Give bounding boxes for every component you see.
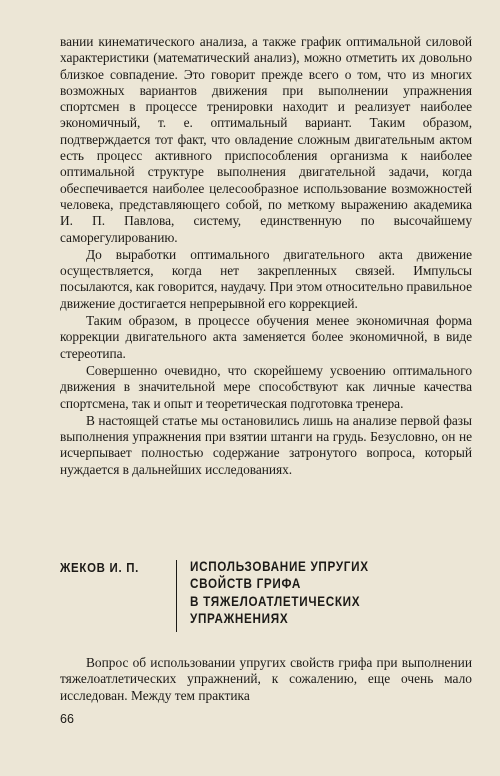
title-line: СВОЙСТВ ГРИФА <box>190 576 301 592</box>
page-number: 66 <box>60 712 74 726</box>
paragraph: Совершенно очевидно, что скорейшему усвоению оптимального движения в значительной мере способствуют как личные качества спортсмена, так и опыт и теоретическая подготовка тренера. <box>60 362 472 411</box>
intro-paragraph: Вопрос об использовании упругих свойств грифа при выполнении тяжелоатлетических упражнений, к сожалению, еще очень мало исследован. Между тем практика <box>60 655 472 703</box>
article-intro <box>60 655 472 704</box>
paragraph: В настоящей статье мы остановились лишь на анализе первой фазы выполнения упражнения при взятии штанги на грудь. Безусловно, он не исчерпывает полностью содержание затронутого вопроса, который нуждается в дальнейших исследованиях. <box>60 412 472 477</box>
title-line: ИСПОЛЬЗОВАНИЕ УПРУГИХ <box>190 559 369 574</box>
paragraph-continuation: вании кинематического анализа, а также график оптимальной силовой характеристики (математический анализ), можно отметить их довольно близкое совпадение. Это говорит прежде всего о том, что из многих возможных вариантов движения при выполнении упражнения спортсмен в процессе тренировки находит и реализует наиболее экономичный, т. е. оптимальный вариант. Таким образом, подтверждается тот факт, что овладение сложным двигательным актом есть процесс активного приспособления организма к наиболее оптимальной структуре выполнения двигательной задачи, когда обеспечивается наиболее целесообразное использование возможностей человека, представляющего собой, по меткому выражению академика И. П. Павлова, систему, единственную по высочайшему саморегулированию. <box>60 34 472 245</box>
article-title <box>190 558 414 627</box>
body-text <box>60 34 472 478</box>
paragraph: До выработки оптимального двигательного акта движение осуществляется, когда нет закрепленных связей. Импульсы посылаются, как говорится, наудачу. При этом относительно правильное движение достигается непрерывной его коррекцией. <box>60 246 472 311</box>
article-author: ЖЕКОВ И. П. <box>60 560 140 575</box>
title-divider <box>176 560 177 632</box>
title-line: В ТЯЖЕЛОАТЛЕТИЧЕСКИХ <box>190 593 361 609</box>
title-line: УПРАЖНЕНИЯХ <box>190 610 289 626</box>
paragraph: Таким образом, в процессе обучения менее экономичная форма коррекции двигательного акта заменяется более экономичной, в виде стереотипа. <box>60 313 472 361</box>
